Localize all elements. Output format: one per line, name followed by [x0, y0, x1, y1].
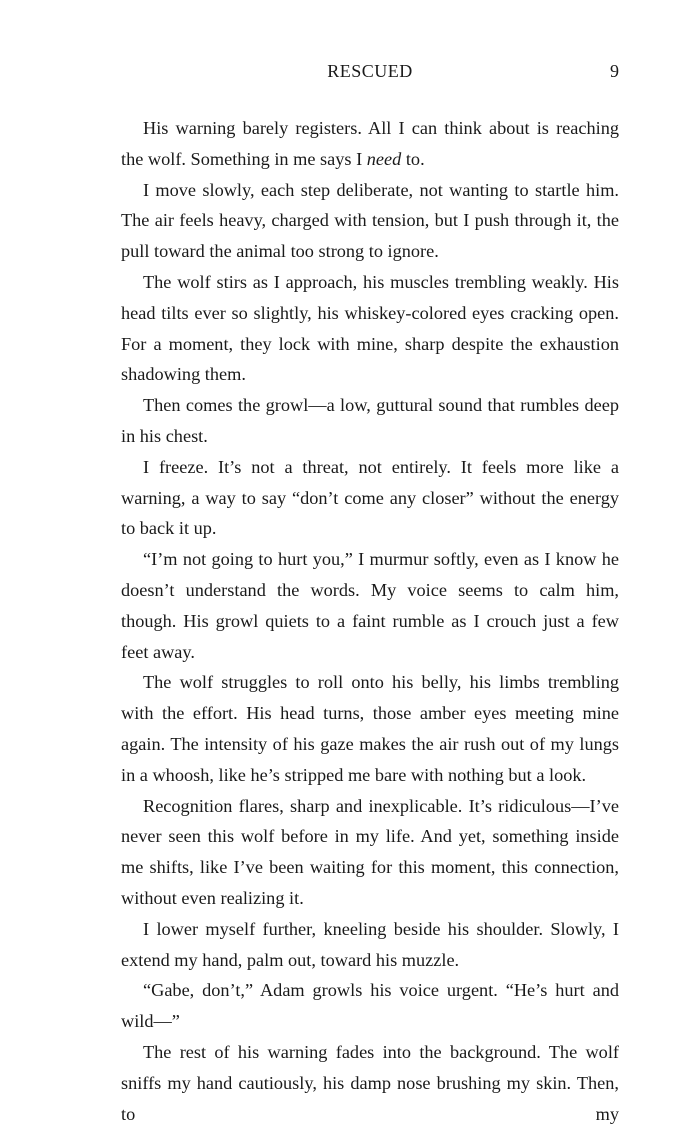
- running-header: [121, 59, 619, 83]
- paragraph: I lower myself further, kneeling beside his shoulder. Slowly, I extend my hand, palm out, toward his muzzle.: [121, 918, 619, 970]
- paragraph: The wolf stirs as I approach, his muscles trembling weakly. His head tilts ever so slightly, his whiskey-colored eyes cracking open. For a moment, they lock with mine, sharp despite the exhaustion shadowing them.: [121, 271, 619, 385]
- page-number: 9: [610, 61, 619, 81]
- paragraph: I freeze. It’s not a threat, not entirely. It feels more like a warning, a way to say “don’t come any closer” without the energy to back it up.: [121, 456, 619, 539]
- paragraph-text: to.: [401, 148, 425, 169]
- paragraph: “Gabe, don’t,” Adam growls his voice urgent. “He’s hurt and wild—”: [121, 980, 619, 1032]
- running-title: RESCUED: [327, 61, 413, 81]
- paragraph: The rest of his warning fades into the background. The wolf sniffs my hand cautiously, his damp nose brushing my skin. Then, to my: [121, 1041, 619, 1124]
- paragraph: Then comes the growl—a low, guttural sound that rumbles deep in his chest.: [121, 395, 619, 446]
- paragraph: The wolf struggles to roll onto his belly, his limbs trembling with the effort. His head turns, those amber eyes meeting mine again. The intensity of his gaze makes the air rush out of my lungs in a whoosh, like he’s stripped me bare with nothing but a look.: [121, 672, 619, 785]
- emphasis-text: need: [366, 148, 402, 169]
- paragraph: “I’m not going to hurt you,” I murmur softly, even as I know he doesn’t understand the words. My voice seems to calm him, though. His growl quiets to a faint rumble as I crouch just a few feet away.: [121, 549, 619, 662]
- paragraph: Recognition flares, sharp and inexplicable. It’s ridiculous—I’ve never seen this wolf before in my life. And yet, something inside me shifts, like I’ve been waiting for this moment, this connection, without even realizing it.: [121, 795, 619, 908]
- paragraph: [121, 113, 619, 175]
- paragraph-text: His warning barely registers. All I can think about is reaching the wolf. Something in me says I: [121, 118, 619, 169]
- paragraph: I move slowly, each step deliberate, not wanting to startle him. The air feels heavy, charged with tension, but I push through it, the pull toward the animal too strong to ignore.: [121, 179, 619, 262]
- body-text: [121, 113, 619, 1129]
